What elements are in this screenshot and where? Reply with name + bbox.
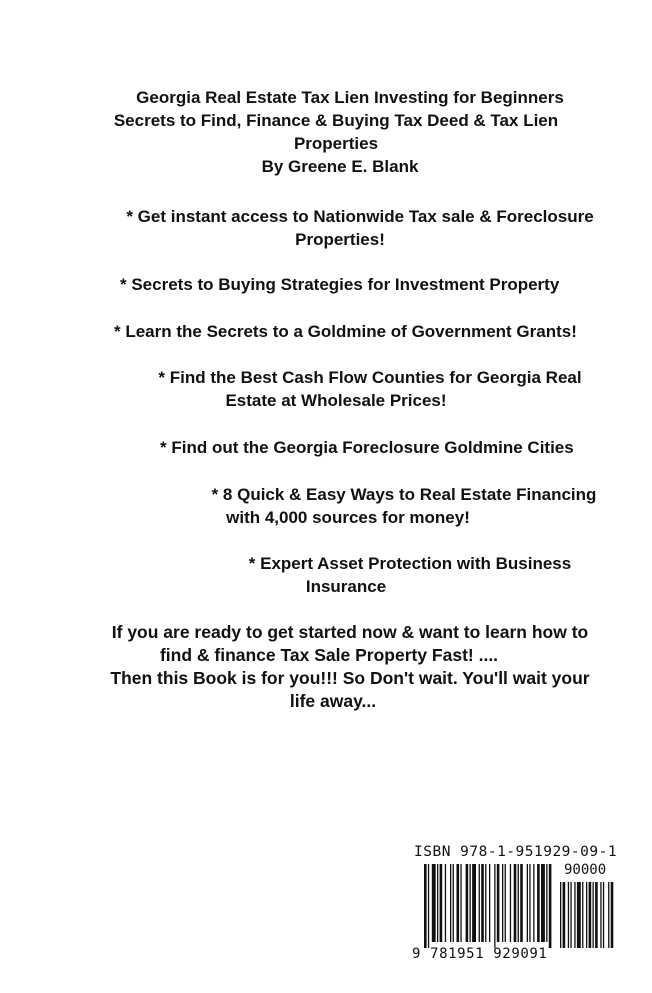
addon-bar xyxy=(577,882,581,948)
addon-bar xyxy=(595,882,598,948)
bullet-point xyxy=(0,552,652,598)
author-line: By Greene E. Blank xyxy=(261,157,419,176)
barcode-bar xyxy=(489,864,490,942)
barcode-bar xyxy=(510,864,511,942)
barcode-bar xyxy=(514,864,517,942)
bullet-text: Estate at Wholesale Prices! xyxy=(225,391,447,410)
barcode-bar xyxy=(537,864,540,942)
addon-bar xyxy=(563,882,566,948)
barcode-bar xyxy=(485,864,486,942)
addon-bar xyxy=(570,882,571,948)
barcode-bar xyxy=(518,864,519,942)
addon-bar xyxy=(593,882,594,948)
barcode-digits: 9 781951 929091 xyxy=(412,946,548,962)
barcode-bar xyxy=(479,864,480,942)
barcode-bar xyxy=(460,864,461,942)
call-to-action xyxy=(0,621,652,713)
bullet-point xyxy=(0,366,652,412)
barcode-bar xyxy=(472,864,476,942)
book-title-line-2: Secrets to Find, Finance & Buying Tax Deed & Tax Lien xyxy=(113,111,559,130)
barcode-bar xyxy=(502,864,503,942)
barcode-bar xyxy=(450,864,451,942)
barcode-bar xyxy=(546,864,547,942)
barcode-bar xyxy=(437,864,438,942)
addon-bar xyxy=(560,882,561,948)
bullet-point xyxy=(114,320,577,343)
book-title-line-3: Properties xyxy=(293,134,379,153)
barcode-bar xyxy=(428,864,429,948)
barcode-bar xyxy=(549,864,552,948)
bullet-point xyxy=(0,205,652,251)
barcode-bar xyxy=(470,864,471,942)
addon-bar xyxy=(611,882,614,948)
addon-bar xyxy=(603,882,604,948)
bullet-point xyxy=(120,273,559,296)
price-addon-code: 90000 xyxy=(564,862,607,878)
book-title-block xyxy=(0,86,652,178)
barcode-bar xyxy=(481,864,484,942)
bullet-text: Properties! xyxy=(295,230,385,249)
barcode-bar xyxy=(494,864,495,948)
barcode-bar xyxy=(457,864,460,942)
addon-bar xyxy=(608,882,609,948)
barcode-bar xyxy=(527,864,528,942)
isbn-barcode xyxy=(402,832,628,970)
addon-bar xyxy=(574,882,575,948)
barcode-bar xyxy=(453,864,454,942)
addon-bar xyxy=(568,882,569,948)
barcode-bar xyxy=(424,864,427,948)
isbn-label: ISBN 978-1-951929-09-1 xyxy=(414,844,618,860)
barcode-bar xyxy=(533,864,534,942)
barcode-bar xyxy=(432,864,436,942)
barcode-bar xyxy=(529,864,530,942)
cta-line: find & finance Tax Sale Property Fast! .... xyxy=(159,645,499,665)
book-title-line-1: Georgia Real Estate Tax Lien Investing for Beginners xyxy=(136,88,564,107)
barcode-bar xyxy=(520,864,523,942)
bullet-text: Insurance xyxy=(305,577,387,596)
bullet-text: * Get instant access to Nationwide Tax sale & Foreclosure xyxy=(126,207,594,226)
barcode-bar xyxy=(440,864,443,942)
barcode-bar xyxy=(541,864,545,942)
cta-line: Then this Book is for you!!! So Don't wait. You'll wait your xyxy=(110,668,590,688)
barcode-bar xyxy=(505,864,506,942)
bullet-text: * Find the Best Cash Flow Counties for Georgia Real xyxy=(158,368,582,387)
bullet-point xyxy=(0,483,652,529)
bullet-text: * Expert Asset Protection with Business xyxy=(248,554,572,573)
barcode-bar xyxy=(445,864,446,942)
bullet-point xyxy=(160,436,574,459)
bullet-text: * Learn the Secrets to a Goldmine of Government Grants! xyxy=(114,322,577,341)
addon-bar xyxy=(600,882,601,948)
addon-bar xyxy=(582,882,583,948)
barcode-bar xyxy=(497,864,500,942)
bullet-text: * Find out the Georgia Foreclosure Goldmine Cities xyxy=(160,438,574,457)
addon-bar xyxy=(589,882,592,948)
bullet-text: * Secrets to Buying Strategies for Investment Property xyxy=(120,275,560,294)
bullet-text: * 8 Quick & Easy Ways to Real Estate Financing xyxy=(211,485,597,504)
cta-line: life away... xyxy=(289,691,377,711)
cta-line: If you are ready to get started now & want to learn how to xyxy=(111,622,589,642)
barcode-bar xyxy=(466,864,469,942)
bullet-text: with 4,000 sources for money! xyxy=(226,508,470,527)
addon-bar xyxy=(586,882,587,948)
